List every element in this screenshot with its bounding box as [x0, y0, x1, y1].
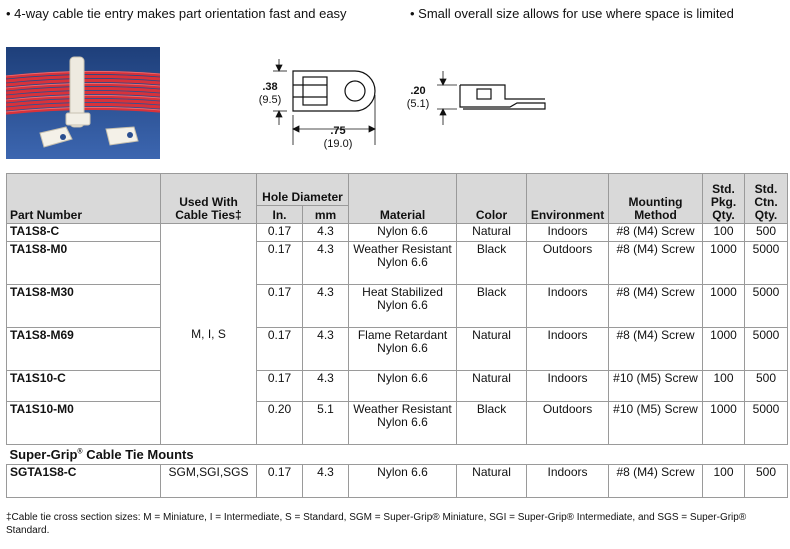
color: Black: [457, 402, 527, 445]
material: Weather Resistant Nylon 6.6: [349, 402, 457, 445]
std-pkg-qty: 100: [703, 224, 745, 242]
thickness-mm: (5.1): [406, 98, 430, 110]
std-pkg-qty: 1000: [703, 285, 745, 328]
std-pkg-qty: 1000: [703, 402, 745, 445]
mounting-method: #8 (M4) Screw: [609, 285, 703, 328]
header-mm: mm: [303, 206, 349, 224]
std-ctn-qty: 5000: [745, 285, 788, 328]
environment: Indoors: [527, 328, 609, 371]
hole-in: 0.17: [257, 285, 303, 328]
material: Nylon 6.6: [349, 224, 457, 242]
part-number: TA1S8-C: [7, 224, 161, 242]
std-pkg-qty: 100: [703, 371, 745, 402]
length-mm: (19.0): [323, 138, 353, 150]
header-in: In.: [257, 206, 303, 224]
color: Natural: [457, 465, 527, 498]
table-row: [7, 465, 788, 498]
std-ctn-qty: 500: [745, 465, 788, 498]
hole-mm: 4.3: [303, 465, 349, 498]
material: Weather Resistant Nylon 6.6: [349, 242, 457, 285]
material: Flame Retardant Nylon 6.6: [349, 328, 457, 371]
std-ctn-qty: 5000: [745, 328, 788, 371]
color: Natural: [457, 371, 527, 402]
part-number: SGTA1S8-C: [7, 465, 161, 498]
used-with-value: SGM,SGI,SGS: [161, 465, 257, 498]
table-row: [7, 402, 788, 445]
mounting-method: #10 (M5) Screw: [609, 371, 703, 402]
std-pkg-qty: 1000: [703, 242, 745, 285]
hole-in: 0.17: [257, 224, 303, 242]
hole-in: 0.17: [257, 242, 303, 285]
mounting-method: #8 (M4) Screw: [609, 224, 703, 242]
material: Heat Stabilized Nylon 6.6: [349, 285, 457, 328]
part-number: TA1S8-M30: [7, 285, 161, 328]
length-dimension: [313, 125, 363, 151]
part-number: TA1S8-M69: [7, 328, 161, 371]
color: Black: [457, 242, 527, 285]
section-title-b: Cable Tie Mounts: [82, 447, 194, 462]
part-number: TA1S8-M0: [7, 242, 161, 285]
environment: Indoors: [527, 371, 609, 402]
environment: Outdoors: [527, 402, 609, 445]
footnote: ‡Cable tie cross section sizes: M = Miniature, I = Intermediate, S = Standard, SGM = Super-Grip® Miniature, SGI = Super-Grip® Intermediate, and SGS = Super-Grip® Standard.: [6, 512, 747, 536]
color: Natural: [457, 224, 527, 242]
material: Nylon 6.6: [349, 465, 457, 498]
hole-mm: 4.3: [303, 285, 349, 328]
std-ctn-qty: 500: [745, 371, 788, 402]
height-dimension: [255, 81, 285, 107]
used-with-value: M, I, S: [161, 224, 257, 445]
header-color: Color: [457, 174, 527, 224]
std-pkg-qty: 1000: [703, 328, 745, 371]
table-row: [7, 242, 788, 285]
section-title-a: Super-Grip: [9, 447, 78, 462]
length-inches: .75: [330, 125, 346, 137]
environment: Indoors: [527, 224, 609, 242]
product-spec-table: [6, 173, 788, 498]
feature-bullet: • 4-way cable tie entry makes part orientation fast and easy: [6, 6, 347, 21]
hole-mm: 4.3: [303, 371, 349, 402]
hole-mm: 4.3: [303, 242, 349, 285]
height-mm: (9.5): [258, 94, 282, 106]
section-title: [7, 445, 788, 465]
environment: Indoors: [527, 285, 609, 328]
header-used-with: Used With Cable Ties‡: [161, 174, 257, 224]
hole-in: 0.17: [257, 328, 303, 371]
table-row: [7, 371, 788, 402]
part-number: TA1S10-C: [7, 371, 161, 402]
hole-in: 0.17: [257, 465, 303, 498]
table-row: [7, 224, 788, 242]
mounting-method: #8 (M4) Screw: [609, 242, 703, 285]
environment: Outdoors: [527, 242, 609, 285]
dimension-drawing: [255, 55, 555, 155]
feature-bullets: [0, 6, 790, 24]
std-ctn-qty: 5000: [745, 242, 788, 285]
table-row: [7, 328, 788, 371]
part-number: TA1S10-M0: [7, 402, 161, 445]
header-mounting-method: Mounting Method: [609, 174, 703, 224]
material: Nylon 6.6: [349, 371, 457, 402]
section-header-row: [7, 445, 788, 465]
product-photo-illustration: [6, 47, 160, 159]
hole-mm: 5.1: [303, 402, 349, 445]
feature-bullet: • Small overall size allows for use where space is limited: [410, 6, 734, 21]
header-std-pkg-qty: Std. Pkg. Qty.: [703, 174, 745, 224]
header-material: Material: [349, 174, 457, 224]
color: Black: [457, 285, 527, 328]
table-row: [7, 285, 788, 328]
product-photo: [6, 47, 160, 159]
header-part-number: Part Number: [7, 174, 161, 224]
mounting-method: #10 (M5) Screw: [609, 402, 703, 445]
mounting-method: #8 (M4) Screw: [609, 328, 703, 371]
environment: Indoors: [527, 465, 609, 498]
std-ctn-qty: 5000: [745, 402, 788, 445]
thickness-inches: .20: [410, 85, 426, 97]
std-ctn-qty: 500: [745, 224, 788, 242]
hole-mm: 4.3: [303, 224, 349, 242]
std-pkg-qty: 100: [703, 465, 745, 498]
hole-mm: 4.3: [303, 328, 349, 371]
height-inches: .38: [262, 81, 278, 93]
header-std-ctn-qty: Std. Ctn. Qty.: [745, 174, 788, 224]
mounting-method: #8 (M4) Screw: [609, 465, 703, 498]
hole-in: 0.17: [257, 371, 303, 402]
thickness-dimension: [400, 85, 436, 111]
registered-mark: ®: [77, 448, 83, 456]
header-environment: Environment: [527, 174, 609, 224]
hole-in: 0.20: [257, 402, 303, 445]
header-hole-diameter: Hole Diameter: [257, 174, 349, 206]
color: Natural: [457, 328, 527, 371]
